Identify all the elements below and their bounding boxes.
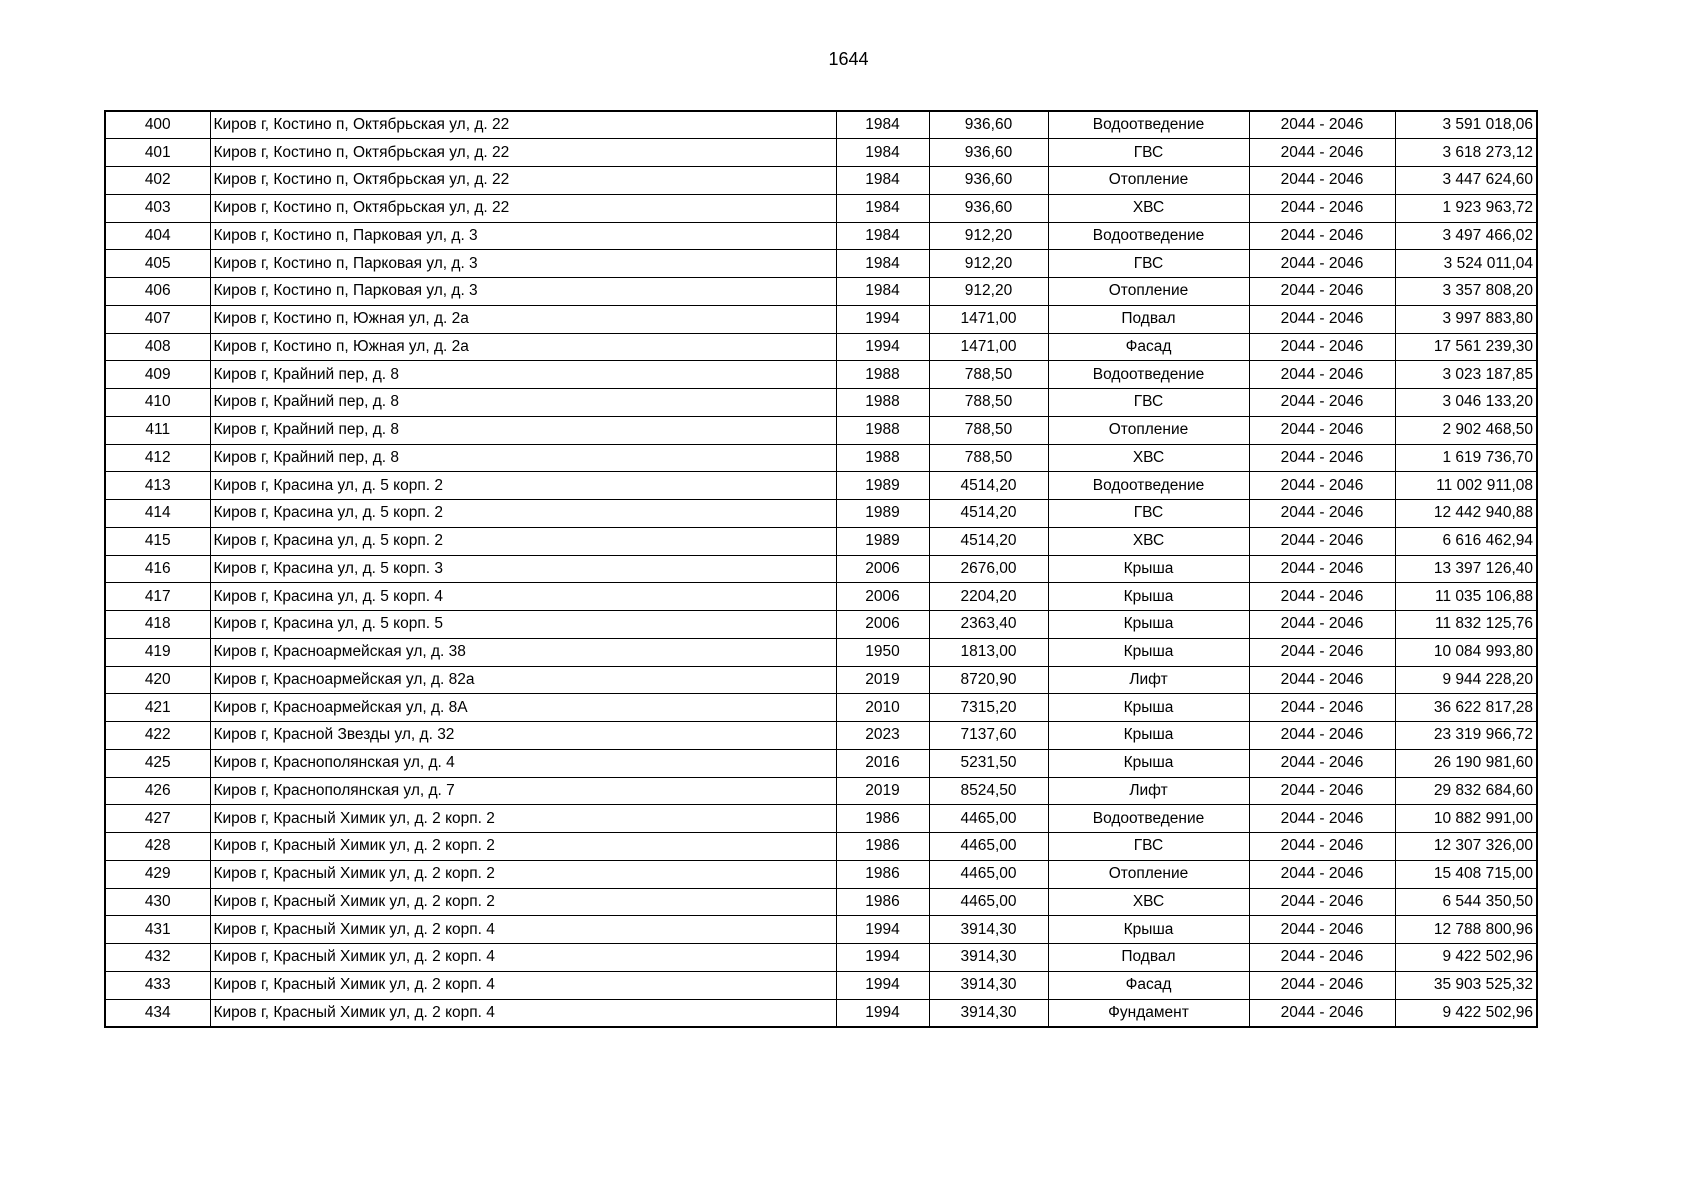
row-number-cell: 431	[105, 916, 210, 944]
address-cell: Киров г, Красный Химик ул, д. 2 корп. 2	[210, 833, 836, 861]
area-cell: 2363,40	[929, 611, 1048, 639]
area-cell: 7315,20	[929, 694, 1048, 722]
table-row	[105, 611, 1537, 639]
cost-cell: 9 422 502,96	[1395, 999, 1537, 1027]
table-row	[105, 250, 1537, 278]
table-row	[105, 722, 1537, 750]
cost-cell: 13 397 126,40	[1395, 555, 1537, 583]
work-type-cell: ГВС	[1048, 389, 1249, 417]
table-row	[105, 305, 1537, 333]
cost-cell: 3 997 883,80	[1395, 305, 1537, 333]
address-cell: Киров г, Красный Химик ул, д. 2 корп. 4	[210, 916, 836, 944]
period-cell: 2044 - 2046	[1249, 472, 1395, 500]
period-cell: 2044 - 2046	[1249, 167, 1395, 195]
area-cell: 1471,00	[929, 305, 1048, 333]
period-cell: 2044 - 2046	[1249, 583, 1395, 611]
table-row	[105, 638, 1537, 666]
area-cell: 4514,20	[929, 472, 1048, 500]
period-cell: 2044 - 2046	[1249, 833, 1395, 861]
area-cell: 788,50	[929, 444, 1048, 472]
period-cell: 2044 - 2046	[1249, 361, 1395, 389]
row-number-cell: 402	[105, 167, 210, 195]
table-row	[105, 749, 1537, 777]
row-number-cell: 410	[105, 389, 210, 417]
work-type-cell: ХВС	[1048, 194, 1249, 222]
work-type-cell: ХВС	[1048, 888, 1249, 916]
cost-cell: 3 046 133,20	[1395, 389, 1537, 417]
period-cell: 2044 - 2046	[1249, 444, 1395, 472]
period-cell: 2044 - 2046	[1249, 638, 1395, 666]
cost-cell: 2 902 468,50	[1395, 416, 1537, 444]
row-number-cell: 414	[105, 500, 210, 528]
work-type-cell: Крыша	[1048, 583, 1249, 611]
address-cell: Киров г, Красноармейская ул, д. 82а	[210, 666, 836, 694]
year-built-cell: 1989	[836, 500, 929, 528]
address-cell: Киров г, Краснополянская ул, д. 7	[210, 777, 836, 805]
area-cell: 5231,50	[929, 749, 1048, 777]
cost-cell: 3 497 466,02	[1395, 222, 1537, 250]
table-row	[105, 888, 1537, 916]
period-cell: 2044 - 2046	[1249, 666, 1395, 694]
row-number-cell: 406	[105, 278, 210, 306]
cost-cell: 10 084 993,80	[1395, 638, 1537, 666]
row-number-cell: 411	[105, 416, 210, 444]
row-number-cell: 403	[105, 194, 210, 222]
cost-cell: 3 023 187,85	[1395, 361, 1537, 389]
cost-cell: 35 903 525,32	[1395, 971, 1537, 999]
work-type-cell: Водоотведение	[1048, 111, 1249, 139]
table-row	[105, 194, 1537, 222]
row-number-cell: 427	[105, 805, 210, 833]
area-cell: 936,60	[929, 194, 1048, 222]
period-cell: 2044 - 2046	[1249, 305, 1395, 333]
address-cell: Киров г, Красный Химик ул, д. 2 корп. 4	[210, 944, 836, 972]
cost-cell: 3 618 273,12	[1395, 139, 1537, 167]
table-row	[105, 555, 1537, 583]
year-built-cell: 1986	[836, 860, 929, 888]
year-built-cell: 1984	[836, 222, 929, 250]
row-number-cell: 430	[105, 888, 210, 916]
period-cell: 2044 - 2046	[1249, 777, 1395, 805]
row-number-cell: 407	[105, 305, 210, 333]
table-row	[105, 944, 1537, 972]
area-cell: 936,60	[929, 111, 1048, 139]
year-built-cell: 2006	[836, 583, 929, 611]
table-row	[105, 111, 1537, 139]
period-cell: 2044 - 2046	[1249, 250, 1395, 278]
period-cell: 2044 - 2046	[1249, 805, 1395, 833]
period-cell: 2044 - 2046	[1249, 139, 1395, 167]
table-row	[105, 527, 1537, 555]
year-built-cell: 2023	[836, 722, 929, 750]
area-cell: 4465,00	[929, 888, 1048, 916]
address-cell: Киров г, Красина ул, д. 5 корп. 4	[210, 583, 836, 611]
row-number-cell: 416	[105, 555, 210, 583]
year-built-cell: 1984	[836, 111, 929, 139]
table-row	[105, 971, 1537, 999]
address-cell: Киров г, Красный Химик ул, д. 2 корп. 2	[210, 860, 836, 888]
table-row	[105, 916, 1537, 944]
period-cell: 2044 - 2046	[1249, 999, 1395, 1027]
year-built-cell: 1950	[836, 638, 929, 666]
work-type-cell: Крыша	[1048, 638, 1249, 666]
area-cell: 2676,00	[929, 555, 1048, 583]
address-cell: Киров г, Костино п, Октябрьская ул, д. 22	[210, 194, 836, 222]
year-built-cell: 2016	[836, 749, 929, 777]
cost-cell: 15 408 715,00	[1395, 860, 1537, 888]
area-cell: 4514,20	[929, 527, 1048, 555]
work-type-cell: Фундамент	[1048, 999, 1249, 1027]
area-cell: 3914,30	[929, 999, 1048, 1027]
year-built-cell: 1986	[836, 833, 929, 861]
table-row	[105, 222, 1537, 250]
address-cell: Киров г, Краснополянская ул, д. 4	[210, 749, 836, 777]
row-number-cell: 405	[105, 250, 210, 278]
work-type-cell: Водоотведение	[1048, 805, 1249, 833]
year-built-cell: 1986	[836, 805, 929, 833]
address-cell: Киров г, Красный Химик ул, д. 2 корп. 2	[210, 805, 836, 833]
work-type-cell: Водоотведение	[1048, 472, 1249, 500]
work-type-cell: Крыша	[1048, 611, 1249, 639]
table-row	[105, 583, 1537, 611]
table-row	[105, 833, 1537, 861]
address-cell: Киров г, Красноармейская ул, д. 8А	[210, 694, 836, 722]
address-cell: Киров г, Костино п, Парковая ул, д. 3	[210, 250, 836, 278]
address-cell: Киров г, Красина ул, д. 5 корп. 2	[210, 527, 836, 555]
period-cell: 2044 - 2046	[1249, 555, 1395, 583]
work-type-cell: ГВС	[1048, 500, 1249, 528]
work-type-cell: Лифт	[1048, 666, 1249, 694]
area-cell: 1471,00	[929, 333, 1048, 361]
address-cell: Киров г, Костино п, Парковая ул, д. 3	[210, 222, 836, 250]
period-cell: 2044 - 2046	[1249, 194, 1395, 222]
period-cell: 2044 - 2046	[1249, 278, 1395, 306]
year-built-cell: 2006	[836, 555, 929, 583]
table-row	[105, 444, 1537, 472]
area-cell: 7137,60	[929, 722, 1048, 750]
year-built-cell: 1984	[836, 139, 929, 167]
area-cell: 4514,20	[929, 500, 1048, 528]
table-row	[105, 777, 1537, 805]
row-number-cell: 401	[105, 139, 210, 167]
table-row	[105, 333, 1537, 361]
cost-cell: 17 561 239,30	[1395, 333, 1537, 361]
area-cell: 936,60	[929, 167, 1048, 195]
cost-cell: 1 619 736,70	[1395, 444, 1537, 472]
period-cell: 2044 - 2046	[1249, 500, 1395, 528]
table-row	[105, 139, 1537, 167]
cost-cell: 23 319 966,72	[1395, 722, 1537, 750]
cost-cell: 12 788 800,96	[1395, 916, 1537, 944]
table-body	[105, 111, 1537, 1027]
cost-cell: 9 944 228,20	[1395, 666, 1537, 694]
year-built-cell: 1988	[836, 389, 929, 417]
area-cell: 912,20	[929, 222, 1048, 250]
cost-cell: 11 002 911,08	[1395, 472, 1537, 500]
area-cell: 788,50	[929, 416, 1048, 444]
address-cell: Киров г, Красина ул, д. 5 корп. 2	[210, 472, 836, 500]
period-cell: 2044 - 2046	[1249, 111, 1395, 139]
period-cell: 2044 - 2046	[1249, 611, 1395, 639]
year-built-cell: 1988	[836, 361, 929, 389]
area-cell: 2204,20	[929, 583, 1048, 611]
area-cell: 8720,90	[929, 666, 1048, 694]
work-type-cell: ГВС	[1048, 833, 1249, 861]
period-cell: 2044 - 2046	[1249, 694, 1395, 722]
cost-cell: 6 616 462,94	[1395, 527, 1537, 555]
area-cell: 1813,00	[929, 638, 1048, 666]
address-cell: Киров г, Красина ул, д. 5 корп. 5	[210, 611, 836, 639]
cost-cell: 12 442 940,88	[1395, 500, 1537, 528]
address-cell: Киров г, Костино п, Октябрьская ул, д. 22	[210, 167, 836, 195]
work-type-cell: Крыша	[1048, 555, 1249, 583]
area-cell: 912,20	[929, 250, 1048, 278]
period-cell: 2044 - 2046	[1249, 222, 1395, 250]
row-number-cell: 422	[105, 722, 210, 750]
year-built-cell: 1989	[836, 472, 929, 500]
year-built-cell: 1994	[836, 305, 929, 333]
row-number-cell: 408	[105, 333, 210, 361]
period-cell: 2044 - 2046	[1249, 916, 1395, 944]
area-cell: 4465,00	[929, 805, 1048, 833]
year-built-cell: 1994	[836, 944, 929, 972]
address-cell: Киров г, Красный Химик ул, д. 2 корп. 2	[210, 888, 836, 916]
work-type-cell: ХВС	[1048, 444, 1249, 472]
address-cell: Киров г, Красный Химик ул, д. 2 корп. 4	[210, 971, 836, 999]
work-type-cell: Лифт	[1048, 777, 1249, 805]
period-cell: 2044 - 2046	[1249, 944, 1395, 972]
row-number-cell: 428	[105, 833, 210, 861]
row-number-cell: 432	[105, 944, 210, 972]
year-built-cell: 1984	[836, 167, 929, 195]
address-cell: Киров г, Красина ул, д. 5 корп. 3	[210, 555, 836, 583]
row-number-cell: 425	[105, 749, 210, 777]
area-cell: 8524,50	[929, 777, 1048, 805]
area-cell: 4465,00	[929, 833, 1048, 861]
row-number-cell: 409	[105, 361, 210, 389]
year-built-cell: 1994	[836, 333, 929, 361]
address-cell: Киров г, Крайний пер, д. 8	[210, 416, 836, 444]
work-type-cell: Подвал	[1048, 305, 1249, 333]
cost-cell: 29 832 684,60	[1395, 777, 1537, 805]
year-built-cell: 2010	[836, 694, 929, 722]
period-cell: 2044 - 2046	[1249, 888, 1395, 916]
work-type-cell: Отопление	[1048, 278, 1249, 306]
row-number-cell: 418	[105, 611, 210, 639]
address-cell: Киров г, Крайний пер, д. 8	[210, 361, 836, 389]
cost-cell: 3 524 011,04	[1395, 250, 1537, 278]
row-number-cell: 404	[105, 222, 210, 250]
table-row	[105, 361, 1537, 389]
year-built-cell: 1994	[836, 999, 929, 1027]
cost-cell: 11 035 106,88	[1395, 583, 1537, 611]
address-cell: Киров г, Костино п, Парковая ул, д. 3	[210, 278, 836, 306]
cost-cell: 36 622 817,28	[1395, 694, 1537, 722]
cost-cell: 10 882 991,00	[1395, 805, 1537, 833]
table-row	[105, 860, 1537, 888]
address-cell: Киров г, Крайний пер, д. 8	[210, 444, 836, 472]
work-type-cell: Фасад	[1048, 333, 1249, 361]
year-built-cell: 1994	[836, 971, 929, 999]
table-row	[105, 167, 1537, 195]
cost-cell: 12 307 326,00	[1395, 833, 1537, 861]
row-number-cell: 426	[105, 777, 210, 805]
cost-cell: 1 923 963,72	[1395, 194, 1537, 222]
area-cell: 912,20	[929, 278, 1048, 306]
year-built-cell: 2019	[836, 666, 929, 694]
period-cell: 2044 - 2046	[1249, 971, 1395, 999]
area-cell: 788,50	[929, 389, 1048, 417]
repair-schedule-table	[104, 110, 1538, 1028]
work-type-cell: Отопление	[1048, 860, 1249, 888]
row-number-cell: 417	[105, 583, 210, 611]
year-built-cell: 2006	[836, 611, 929, 639]
area-cell: 788,50	[929, 361, 1048, 389]
table-row	[105, 999, 1537, 1027]
period-cell: 2044 - 2046	[1249, 389, 1395, 417]
address-cell: Киров г, Костино п, Южная ул, д. 2а	[210, 333, 836, 361]
area-cell: 3914,30	[929, 971, 1048, 999]
row-number-cell: 433	[105, 971, 210, 999]
work-type-cell: Крыша	[1048, 722, 1249, 750]
cost-cell: 11 832 125,76	[1395, 611, 1537, 639]
year-built-cell: 1986	[836, 888, 929, 916]
cost-cell: 26 190 981,60	[1395, 749, 1537, 777]
work-type-cell: ГВС	[1048, 250, 1249, 278]
period-cell: 2044 - 2046	[1249, 860, 1395, 888]
period-cell: 2044 - 2046	[1249, 722, 1395, 750]
row-number-cell: 413	[105, 472, 210, 500]
year-built-cell: 1989	[836, 527, 929, 555]
address-cell: Киров г, Костино п, Октябрьская ул, д. 22	[210, 111, 836, 139]
table-row	[105, 416, 1537, 444]
table-row	[105, 805, 1537, 833]
work-type-cell: Подвал	[1048, 944, 1249, 972]
table-row	[105, 694, 1537, 722]
work-type-cell: Крыша	[1048, 916, 1249, 944]
work-type-cell: Крыша	[1048, 694, 1249, 722]
table-row	[105, 278, 1537, 306]
address-cell: Киров г, Костино п, Южная ул, д. 2а	[210, 305, 836, 333]
area-cell: 4465,00	[929, 860, 1048, 888]
year-built-cell: 1994	[836, 916, 929, 944]
address-cell: Киров г, Красный Химик ул, д. 2 корп. 4	[210, 999, 836, 1027]
row-number-cell: 415	[105, 527, 210, 555]
year-built-cell: 1984	[836, 278, 929, 306]
year-built-cell: 2019	[836, 777, 929, 805]
cost-cell: 3 591 018,06	[1395, 111, 1537, 139]
work-type-cell: ГВС	[1048, 139, 1249, 167]
area-cell: 936,60	[929, 139, 1048, 167]
year-built-cell: 1988	[836, 444, 929, 472]
cost-cell: 3 447 624,60	[1395, 167, 1537, 195]
work-type-cell: Отопление	[1048, 416, 1249, 444]
year-built-cell: 1984	[836, 250, 929, 278]
period-cell: 2044 - 2046	[1249, 416, 1395, 444]
row-number-cell: 419	[105, 638, 210, 666]
period-cell: 2044 - 2046	[1249, 749, 1395, 777]
row-number-cell: 400	[105, 111, 210, 139]
year-built-cell: 1988	[836, 416, 929, 444]
year-built-cell: 1984	[836, 194, 929, 222]
work-type-cell: Водоотведение	[1048, 222, 1249, 250]
cost-cell: 9 422 502,96	[1395, 944, 1537, 972]
address-cell: Киров г, Красина ул, д. 5 корп. 2	[210, 500, 836, 528]
row-number-cell: 420	[105, 666, 210, 694]
row-number-cell: 434	[105, 999, 210, 1027]
table-row	[105, 389, 1537, 417]
row-number-cell: 429	[105, 860, 210, 888]
period-cell: 2044 - 2046	[1249, 333, 1395, 361]
work-type-cell: Отопление	[1048, 167, 1249, 195]
work-type-cell: ХВС	[1048, 527, 1249, 555]
area-cell: 3914,30	[929, 944, 1048, 972]
table-row	[105, 472, 1537, 500]
address-cell: Киров г, Крайний пер, д. 8	[210, 389, 836, 417]
cost-cell: 6 544 350,50	[1395, 888, 1537, 916]
page-number: 1644	[828, 49, 869, 69]
table-row	[105, 666, 1537, 694]
address-cell: Киров г, Красной Звезды ул, д. 32	[210, 722, 836, 750]
work-type-cell: Крыша	[1048, 749, 1249, 777]
period-cell: 2044 - 2046	[1249, 527, 1395, 555]
work-type-cell: Водоотведение	[1048, 361, 1249, 389]
table-row	[105, 500, 1537, 528]
row-number-cell: 421	[105, 694, 210, 722]
area-cell: 3914,30	[929, 916, 1048, 944]
address-cell: Киров г, Костино п, Октябрьская ул, д. 22	[210, 139, 836, 167]
row-number-cell: 412	[105, 444, 210, 472]
cost-cell: 3 357 808,20	[1395, 278, 1537, 306]
address-cell: Киров г, Красноармейская ул, д. 38	[210, 638, 836, 666]
work-type-cell: Фасад	[1048, 971, 1249, 999]
